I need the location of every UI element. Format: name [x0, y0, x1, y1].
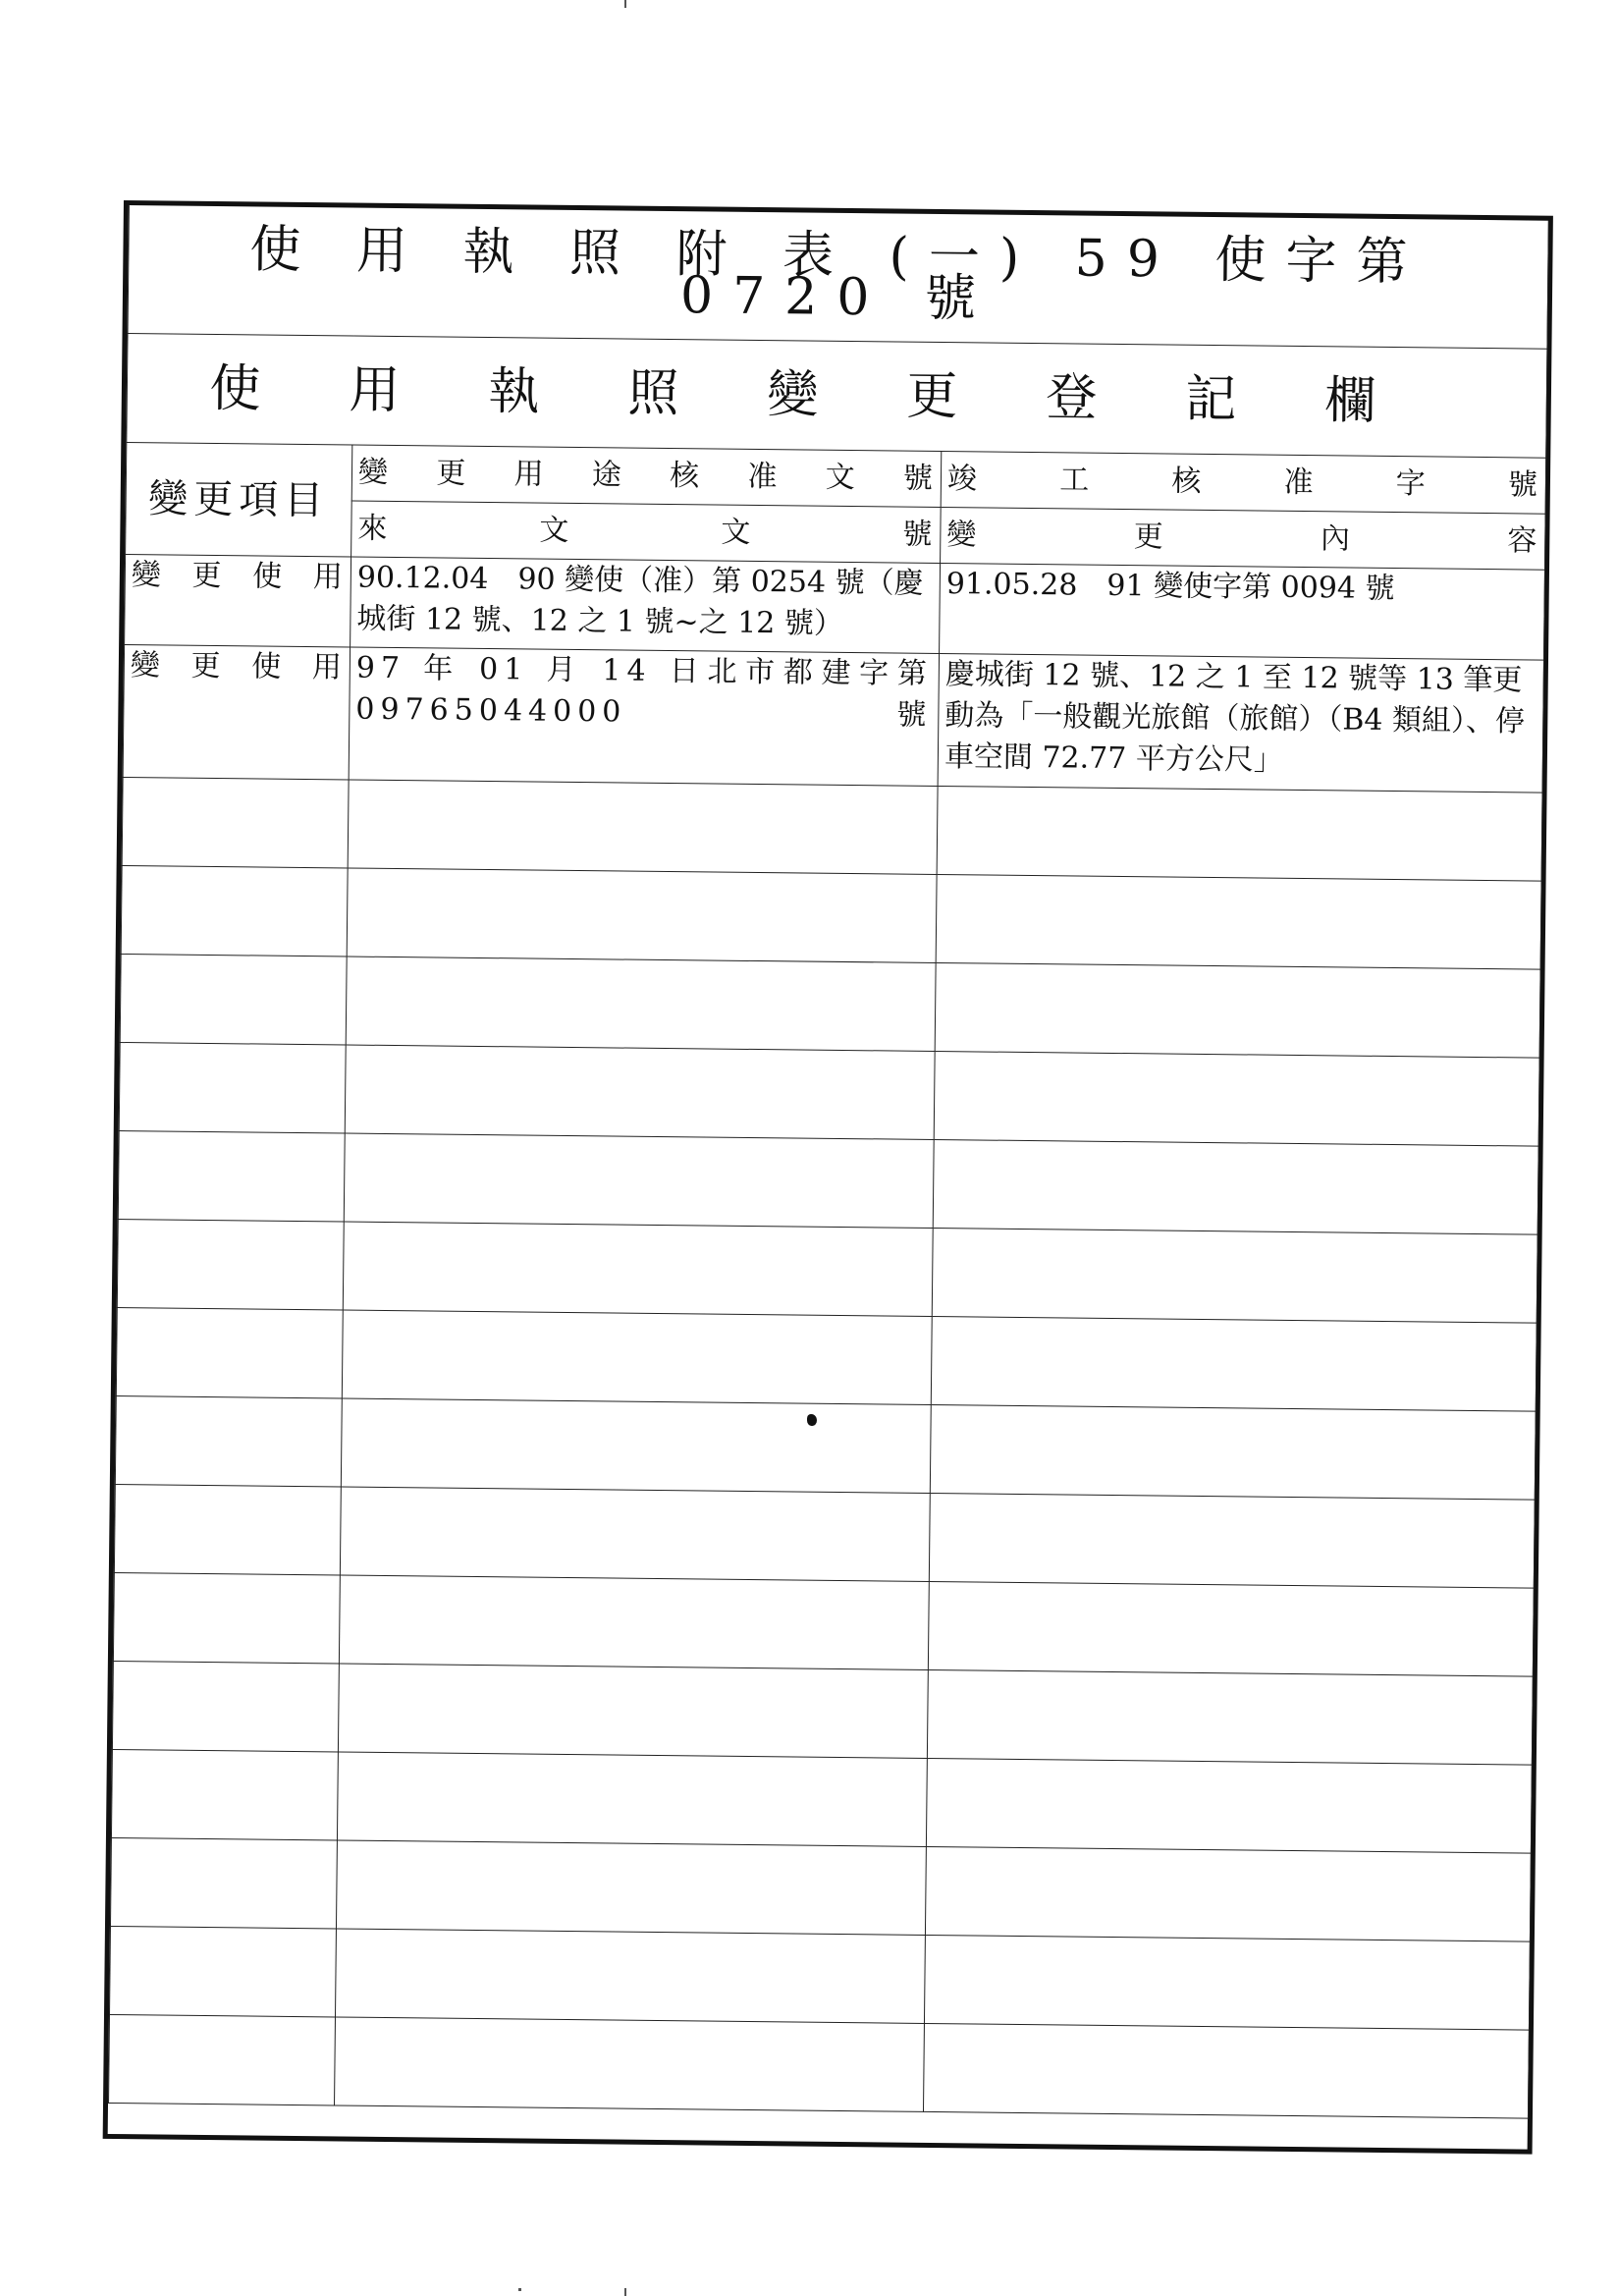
empty-row: [119, 1043, 1539, 1147]
empty-approval-cell: [335, 2017, 925, 2111]
empty-item-cell: [109, 2014, 336, 2105]
empty-row: [114, 1484, 1535, 1588]
empty-approval-cell: [348, 780, 938, 874]
empty-item-cell: [119, 1043, 346, 1133]
empty-approval-cell: [339, 1575, 929, 1669]
empty-detail-cell: [937, 787, 1542, 882]
empty-rows: [109, 778, 1543, 2119]
empty-approval-cell: [337, 1752, 927, 1846]
row-approval-text: 90.12.04 90 變使（准）第 0254 號（慶城街 12 號、12 之 1 號~之 12 號）: [351, 557, 941, 653]
empty-item-cell: [113, 1572, 340, 1663]
empty-detail-cell: [931, 1316, 1537, 1411]
empty-approval-cell: [338, 1664, 928, 1758]
table-row: [123, 645, 1543, 793]
form-heading: 使用執照變更登記欄: [127, 334, 1547, 459]
empty-approval-cell: [340, 1487, 930, 1581]
empty-row: [109, 2014, 1530, 2118]
empty-approval-cell: [347, 868, 937, 962]
form-heading-row: [127, 334, 1547, 459]
bottom-edge-mark: [624, 2288, 626, 2296]
row-detail-text: 慶城街 12 號、12 之 1 至 12 號等 13 筆更動為「一般觀光旅館（旅館）（B4 類組）、停車空間 72.77 平方公尺」: [938, 654, 1543, 793]
empty-detail-cell: [925, 1846, 1531, 1941]
empty-approval-cell: [341, 1398, 931, 1493]
empty-item-cell: [115, 1395, 342, 1486]
empty-row: [111, 1749, 1532, 1853]
empty-item-cell: [121, 866, 348, 957]
empty-item-cell: [110, 1926, 337, 2016]
ink-blot: [807, 1414, 817, 1426]
empty-item-cell: [114, 1484, 341, 1574]
empty-detail-cell: [923, 2023, 1529, 2118]
empty-approval-cell: [346, 957, 936, 1051]
empty-row: [110, 1837, 1531, 1941]
bottom-dot-mark: [518, 2288, 521, 2291]
empty-item-cell: [122, 778, 349, 868]
row-item-label: 變更使用: [123, 645, 350, 780]
empty-row: [120, 955, 1540, 1059]
empty-item-cell: [112, 1661, 339, 1751]
empty-detail-cell: [936, 875, 1541, 970]
empty-row: [112, 1661, 1533, 1765]
form-title-row: [128, 205, 1548, 349]
empty-detail-cell: [934, 1051, 1539, 1146]
empty-row: [113, 1572, 1534, 1676]
empty-detail-cell: [930, 1404, 1536, 1500]
empty-item-cell: [116, 1307, 343, 1397]
empty-detail-cell: [935, 962, 1540, 1058]
empty-approval-cell: [343, 1222, 933, 1316]
empty-approval-cell: [342, 1310, 932, 1404]
empty-detail-cell: [927, 1669, 1533, 1765]
empty-detail-cell: [924, 1935, 1530, 2030]
empty-approval-cell: [344, 1133, 934, 1228]
empty-row: [116, 1307, 1537, 1411]
empty-approval-cell: [336, 1840, 926, 1935]
form-title: 使 用 執 照 附 表 (一) 59 使字第 0720 號: [128, 205, 1548, 349]
empty-detail-cell: [928, 1581, 1534, 1676]
empty-item-cell: [111, 1749, 338, 1839]
row-detail-text: 91.05.28 91 變使字第 0094 號: [940, 564, 1545, 661]
row-approval-text: 97 年 01 月 14 日北市都建字第 09765044000 號: [349, 647, 939, 786]
empty-detail-cell: [933, 1139, 1538, 1234]
column-header-completion-no: 竣工核准字號: [941, 452, 1546, 515]
empty-item-cell: [120, 955, 347, 1045]
empty-row: [121, 866, 1541, 970]
top-edge-mark: [624, 0, 626, 8]
change-registration-table: [108, 205, 1549, 2119]
empty-detail-cell: [932, 1228, 1537, 1323]
empty-detail-cell: [929, 1493, 1535, 1588]
empty-approval-cell: [335, 1929, 925, 2023]
empty-detail-cell: [926, 1758, 1532, 1853]
empty-row: [110, 1926, 1531, 2030]
empty-row: [115, 1395, 1536, 1500]
column-header-incoming-doc: 來文文號: [351, 501, 942, 563]
usage-license-form: [103, 200, 1553, 2155]
empty-item-cell: [118, 1131, 345, 1222]
empty-approval-cell: [345, 1045, 935, 1139]
empty-row: [118, 1131, 1538, 1235]
empty-item-cell: [110, 1837, 337, 1928]
row-item-label: 變更使用: [125, 555, 351, 647]
empty-row: [117, 1219, 1537, 1323]
empty-row: [122, 778, 1542, 882]
column-header-item: 變更項目: [126, 443, 352, 557]
column-header-change-content: 變更內容: [941, 508, 1546, 571]
empty-item-cell: [117, 1219, 344, 1309]
table-row: [125, 555, 1545, 661]
column-header-approval-doc: 變更用途核准文號: [351, 445, 942, 507]
